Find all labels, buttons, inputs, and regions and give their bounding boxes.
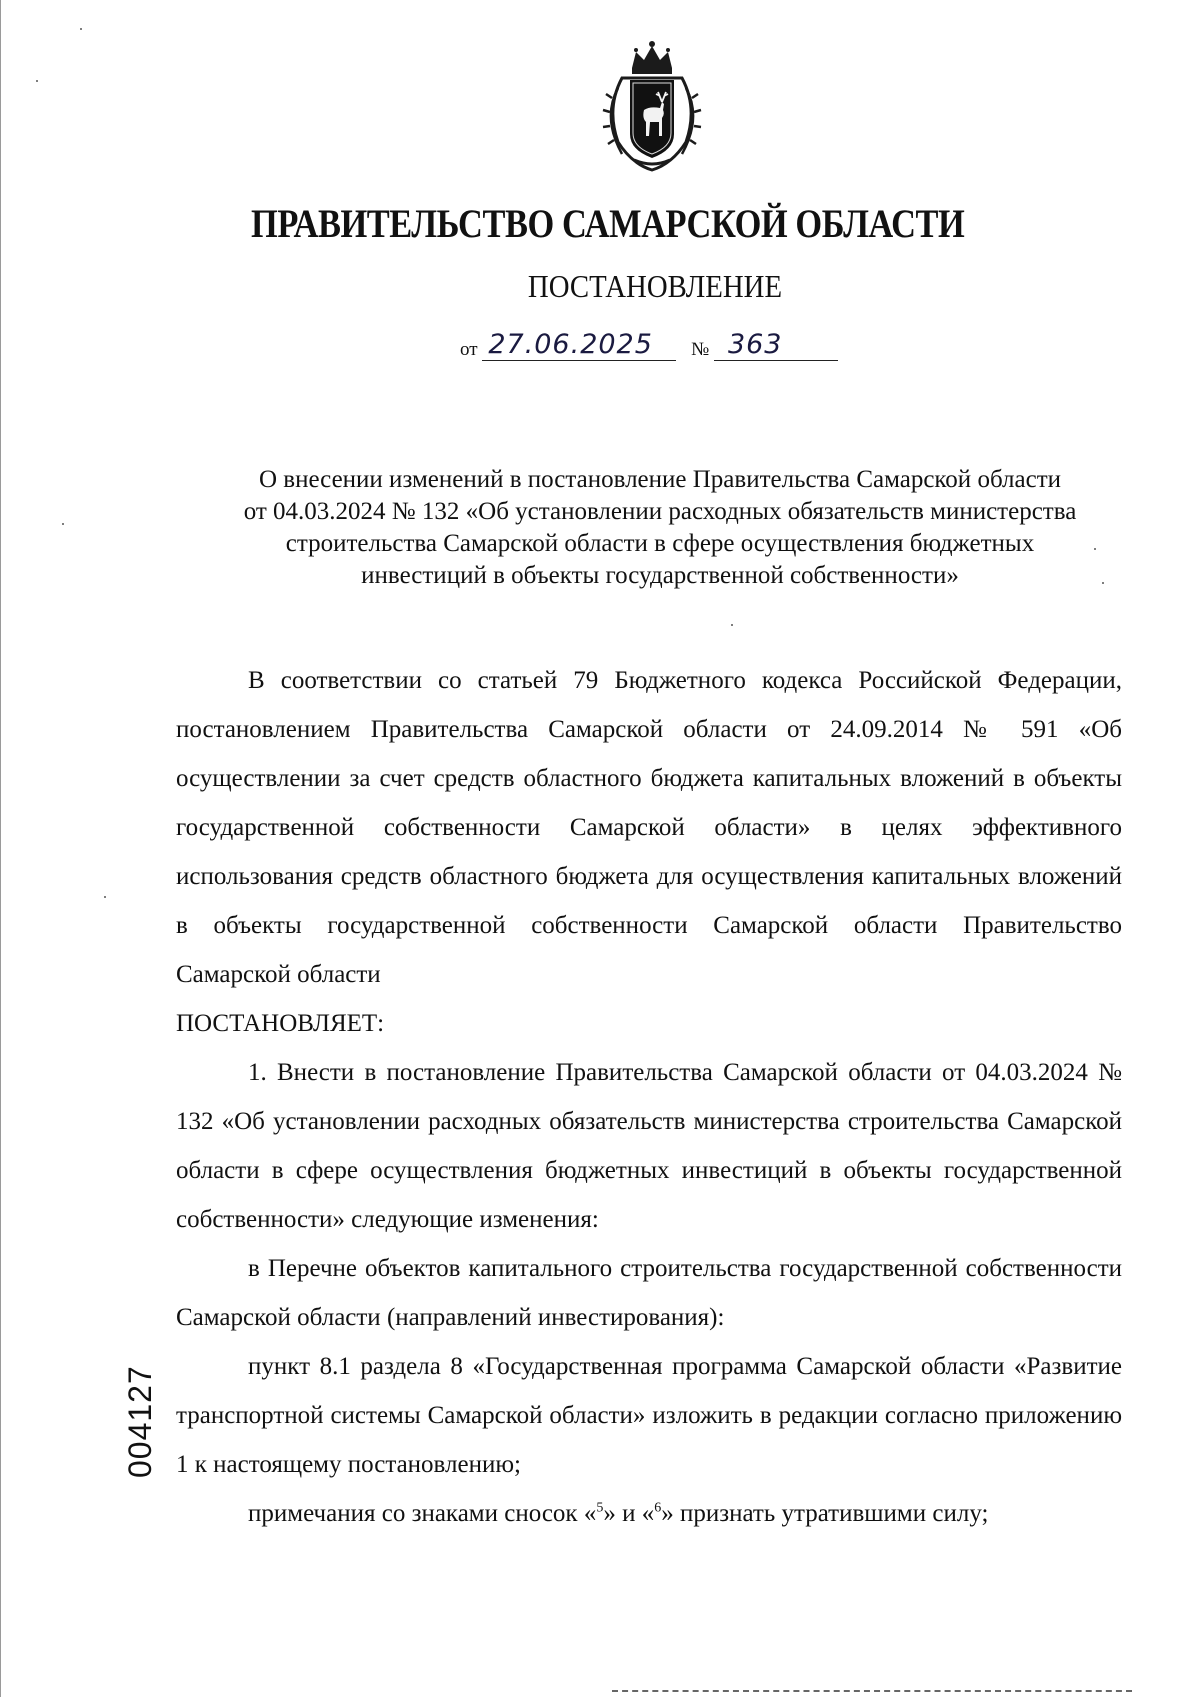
document-type: ПОСТАНОВЛЕНИЕ	[527, 268, 783, 304]
subject-line: от 04.03.2024 № 132 «Об установлении расходных обязательств министерства	[243, 498, 1077, 525]
date-prefix: от	[460, 339, 478, 360]
scan-speck	[36, 80, 38, 82]
notes-text-mid: » и «	[603, 1500, 655, 1527]
item-1-list-intro: в Перечне объектов капитального строительства государственной собственности Самарской области (направлений инвестирования):	[176, 1255, 1122, 1331]
scan-speck	[731, 624, 733, 626]
document-body	[176, 656, 1122, 1538]
notes-paragraph	[176, 1489, 1122, 1538]
notes-text-start: примечания со знаками сносок «	[248, 1500, 597, 1527]
scan-edge-dashes	[612, 1690, 1132, 1694]
item-1-point: пункт 8.1 раздела 8 «Государственная программа Самарской области «Развитие транспортной системы Самарской области» изложить в редакции согласно приложению 1 к настоящему постановлению;	[176, 1353, 1122, 1478]
subject-line: О внесении изменений в постановление Правительства Самарской области	[258, 466, 1062, 493]
notes-text-end: » признать утратившими силу;	[661, 1500, 989, 1527]
page-edge	[0, 0, 1, 1697]
scan-speck	[1094, 548, 1096, 550]
scan-speck	[80, 28, 82, 30]
subject-line: строительства Самарской области в сфере осуществления бюджетных	[285, 530, 1035, 557]
resolves-line: ПОСТАНОВЛЯЕТ:	[176, 1010, 385, 1037]
scan-speck	[104, 896, 106, 898]
document-number: 363	[714, 330, 838, 361]
item-1-paragraph: 1. Внести в постановление Правительства Самарской области от 04.03.2024 № 132 «Об установлении расходных обязательств министерства строительства Самарской области в сфере осуществления бюджетных инвестиций в объекты государственной собственности» следующие изменения:	[176, 1059, 1122, 1233]
footnote-mark-5: 5	[596, 1500, 604, 1516]
document-subject	[160, 464, 1160, 592]
number-prefix: №	[691, 339, 710, 360]
date-number-line	[460, 330, 838, 364]
organization-title: ПРАВИТЕЛЬСТВО САМАРСКОЙ ОБЛАСТИ	[251, 201, 965, 246]
registration-number: 004127	[122, 1365, 158, 1478]
scan-speck	[62, 523, 64, 525]
scan-speck	[1102, 582, 1104, 584]
preamble-paragraph: В соответствии со статьей 79 Бюджетного кодекса Российской Федерации, постановлением Правительства Самарской области от 24.09.2014 № 591 «Об осуществлении за счет средств областного бюджета капитальных вложений в объекты государственной собственности Самарской области» в целях эффективного использования средств областного бюджета для осуществления капитальных вложений в объекты государственной собственности Самарской области Правительство Самарской области	[176, 667, 1122, 988]
footnote-mark-6: 6	[654, 1500, 662, 1516]
samara-oblast-coat-of-arms-icon	[592, 38, 712, 172]
document-date: 27.06.2025	[482, 330, 676, 361]
subject-line: инвестиций в объекты государственной собственности»	[361, 562, 959, 589]
